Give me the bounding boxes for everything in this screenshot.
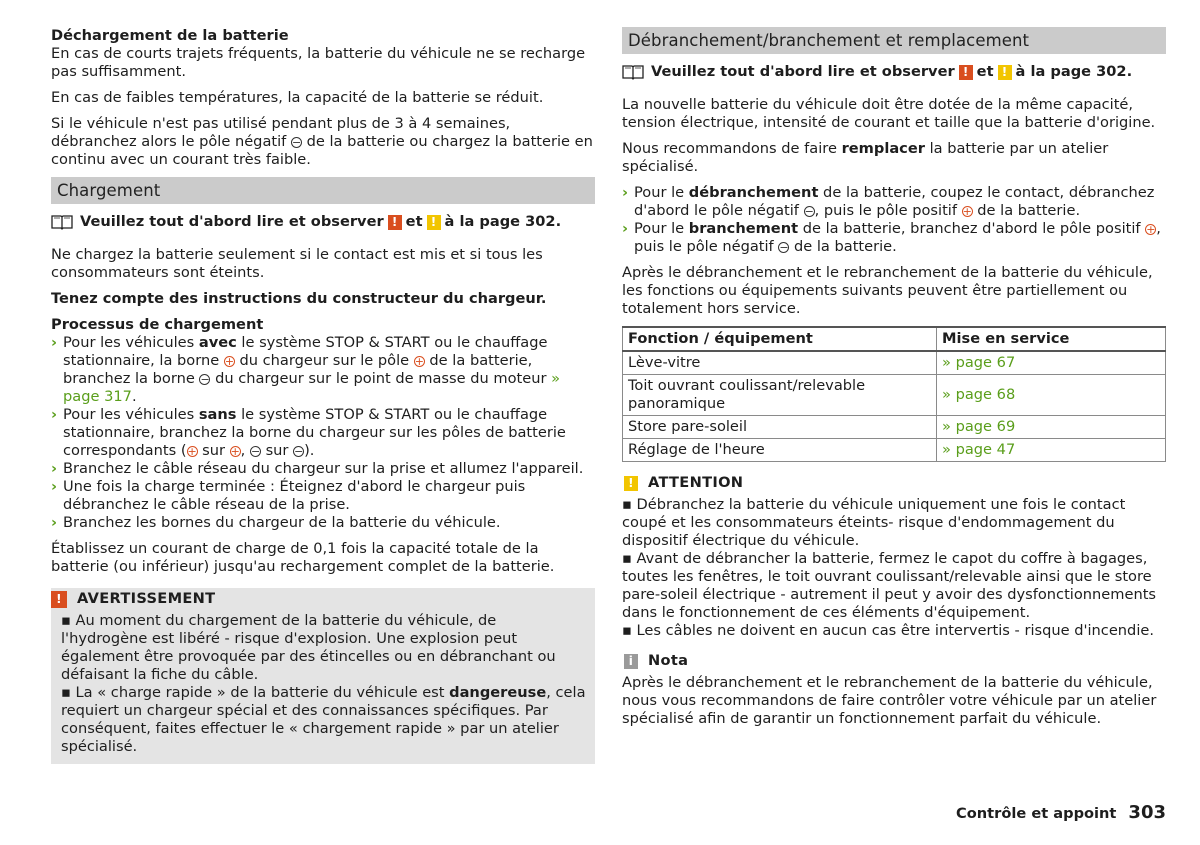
functions-table xyxy=(622,326,1166,462)
table-row xyxy=(623,439,1166,462)
page-link[interactable]: » page 68 xyxy=(937,375,1166,416)
discharge-title: Déchargement de la batterie xyxy=(51,27,289,44)
table-cell: Lève-vitre xyxy=(623,351,937,375)
step-2: › Pour les véhicules sans le système STOP & START ou le chauffage stationnaire, branchez la borne du chargeur sur les pôles de batterie correspondants (+ sur +, − sur −). xyxy=(51,406,566,459)
arrow-icon: › xyxy=(622,184,629,201)
plus-pole-icon: + xyxy=(1146,223,1156,236)
warning-bullet-1: ▪ Au moment du chargement de la batterie du véhicule, de l'hydrogène est libéré - risque d'explosion. Une explosion peut également être provoquée par des étincelles ou en débranchant ou défaisant la fiche du câble. xyxy=(61,612,556,683)
attention-title: ! ATTENTION xyxy=(622,474,1166,492)
table-header-row xyxy=(623,327,1166,351)
replace-p3: Après le débranchement et le rebranchement de la batterie du véhicule, les fonctions ou équipements suivants peuvent être partiellement ou totalement hors service. xyxy=(622,264,1153,317)
page-link[interactable]: » page 69 xyxy=(937,416,1166,439)
step-3: › Branchez le câble réseau du chargeur sur la prise et allumez l'appareil. xyxy=(51,460,584,477)
replace-p1: La nouvelle batterie du véhicule doit être dotée de la même capacité, tension électrique, intensité de courant et taille que la batterie d'origine. xyxy=(622,96,1156,131)
table-row xyxy=(623,375,1166,416)
minus-pole-icon: − xyxy=(200,373,210,386)
attention-bullet-2: ▪ Avant de débrancher la batterie, fermez le capot du coffre à bagages, toutes les fenêtres, le toit ouvrant coulissant/relevable ainsi que le store pare-soleil électrique - autrement il peut y avoir des dysfonctionnements dans le fonctionnement de ces éléments d'équipement. xyxy=(622,550,1157,621)
left-column xyxy=(51,27,595,764)
note-text: Après le débranchement et le rebranchement de la batterie du véhicule, nous vous recommandons de faire contrôler votre véhicule par un atelier spécialisé afin de garantir un fonctionnement parfait du véhicule. xyxy=(622,674,1157,727)
table-row xyxy=(623,351,1166,375)
page-link[interactable]: » page 47 xyxy=(937,439,1166,462)
step-5: › Branchez les bornes du chargeur de la batterie du véhicule. xyxy=(51,514,501,531)
page-302-link[interactable]: à la page 302. xyxy=(444,213,562,230)
attention-bullet-3: ▪ Les câbles ne doivent en aucun cas être intervertis - risque d'incendie. xyxy=(622,622,1154,639)
plus-pole-icon: + xyxy=(962,205,972,218)
process-title: Processus de chargement xyxy=(51,316,264,333)
minus-pole-icon: − xyxy=(291,136,302,149)
info-icon: i xyxy=(624,654,638,669)
book-icon xyxy=(51,214,73,230)
page-link[interactable]: » page 67 xyxy=(937,351,1166,375)
caution-icon: ! xyxy=(427,215,441,230)
caution-icon: ! xyxy=(998,65,1012,80)
step-1: › Pour les véhicules avec le système STOP & START ou le chauffage stationnaire, la borne + du chargeur sur le pôle + de la batterie, branchez la borne − du chargeur sur le point de masse du moteur » page 317. xyxy=(51,334,561,405)
plus-pole-icon: + xyxy=(414,355,424,368)
warning-title: ! AVERTISSEMENT xyxy=(51,588,595,608)
minus-pole-icon: − xyxy=(294,445,304,458)
book-icon xyxy=(622,64,644,80)
step-disconnect: › Pour le débranchement de la batterie, coupez le contact, débranchez d'abord le pôle négatif −, puis le pôle positif + de la batterie. xyxy=(622,184,1155,219)
attention-bullet-1: ▪ Débranchez la batterie du véhicule uniquement une fois le contact coupé et les consommateurs éteints- risque d'endommagement du dispositif électrique du véhicule. xyxy=(622,496,1126,549)
plus-pole-icon: + xyxy=(187,445,197,458)
plus-pole-icon: + xyxy=(224,355,235,368)
arrow-icon: › xyxy=(51,478,58,495)
minus-pole-icon: − xyxy=(250,445,261,458)
charging-p2: Tenez compte des instructions du constructeur du chargeur. xyxy=(51,290,547,307)
table-row xyxy=(623,416,1166,439)
charging-p3: Établissez un courant de charge de 0,1 fois la capacité totale de la batterie (ou inférieur) jusqu'au rechargement complet de la batterie. xyxy=(51,540,555,575)
arrow-icon: › xyxy=(622,220,629,237)
section-heading-chargement: Chargement xyxy=(51,177,595,204)
page-number: 303 xyxy=(1128,802,1166,823)
replace-p2: Nous recommandons de faire remplacer la batterie par un atelier spécialisé. xyxy=(622,140,1109,175)
warning-icon: ! xyxy=(959,65,973,80)
warning-box xyxy=(51,588,595,764)
read-first-notice: Veuillez tout d'abord lire et observer ! et ! à la page 302. xyxy=(51,213,595,231)
discharge-p2: En cas de faibles températures, la capacité de la batterie se réduit. xyxy=(51,89,544,106)
note-title: i Nota xyxy=(622,652,1166,670)
right-column xyxy=(622,27,1166,736)
page-302-link[interactable]: à la page 302. xyxy=(1015,63,1133,80)
warning-icon: ! xyxy=(51,591,67,608)
page-317-link[interactable]: » page 317 xyxy=(63,370,561,405)
section-heading-remplacement: Débranchement/branchement et remplacement xyxy=(622,27,1166,54)
arrow-icon: › xyxy=(51,460,58,477)
table-cell: Toit ouvrant coulissant/relevable panoramique xyxy=(623,375,937,416)
discharge-p1: En cas de courts trajets fréquents, la batterie du véhicule ne se recharge pas suffisamment. xyxy=(51,45,586,80)
warning-bullet-2: ▪ La « charge rapide » de la batterie du véhicule est dangereuse, cela requiert un chargeur spécial et des connaissances spécifiques. Par conséquent, faites effectuer le « chargement rapide » par un atelier spécialisé. xyxy=(61,684,586,755)
table-cell: Réglage de l'heure xyxy=(623,439,937,462)
caution-icon: ! xyxy=(624,476,638,491)
charging-p1: Ne chargez la batterie seulement si le contact est mis et si tous les consommateurs sont éteints. xyxy=(51,246,543,281)
page-footer xyxy=(956,804,1166,823)
warning-icon: ! xyxy=(388,215,402,230)
arrow-icon: › xyxy=(51,514,58,531)
minus-pole-icon: − xyxy=(804,205,814,218)
step-connect: › Pour le branchement de la batterie, branchez d'abord le pôle positif +, puis le pôle négatif − de la batterie. xyxy=(622,220,1161,255)
minus-pole-icon: − xyxy=(779,241,789,254)
chapter-title: Contrôle et appoint xyxy=(956,805,1117,822)
table-cell: Store pare-soleil xyxy=(623,416,937,439)
arrow-icon: › xyxy=(51,406,58,423)
step-4: › Une fois la charge terminée : Éteignez d'abord le chargeur puis débranchez le câble réseau de la prise. xyxy=(51,478,526,513)
table-header: Fonction / équipement xyxy=(623,327,937,351)
discharge-p3: Si le véhicule n'est pas utilisé pendant plus de 3 à 4 semaines, débranchez alors le pôle négatif − de la batterie ou chargez la batterie en continu avec un courant très faible. xyxy=(51,115,593,168)
table-header: Mise en service xyxy=(937,327,1166,351)
arrow-icon: › xyxy=(51,334,58,351)
plus-pole-icon: + xyxy=(230,445,240,458)
read-first-notice: Veuillez tout d'abord lire et observer ! et ! à la page 302. xyxy=(622,63,1166,81)
